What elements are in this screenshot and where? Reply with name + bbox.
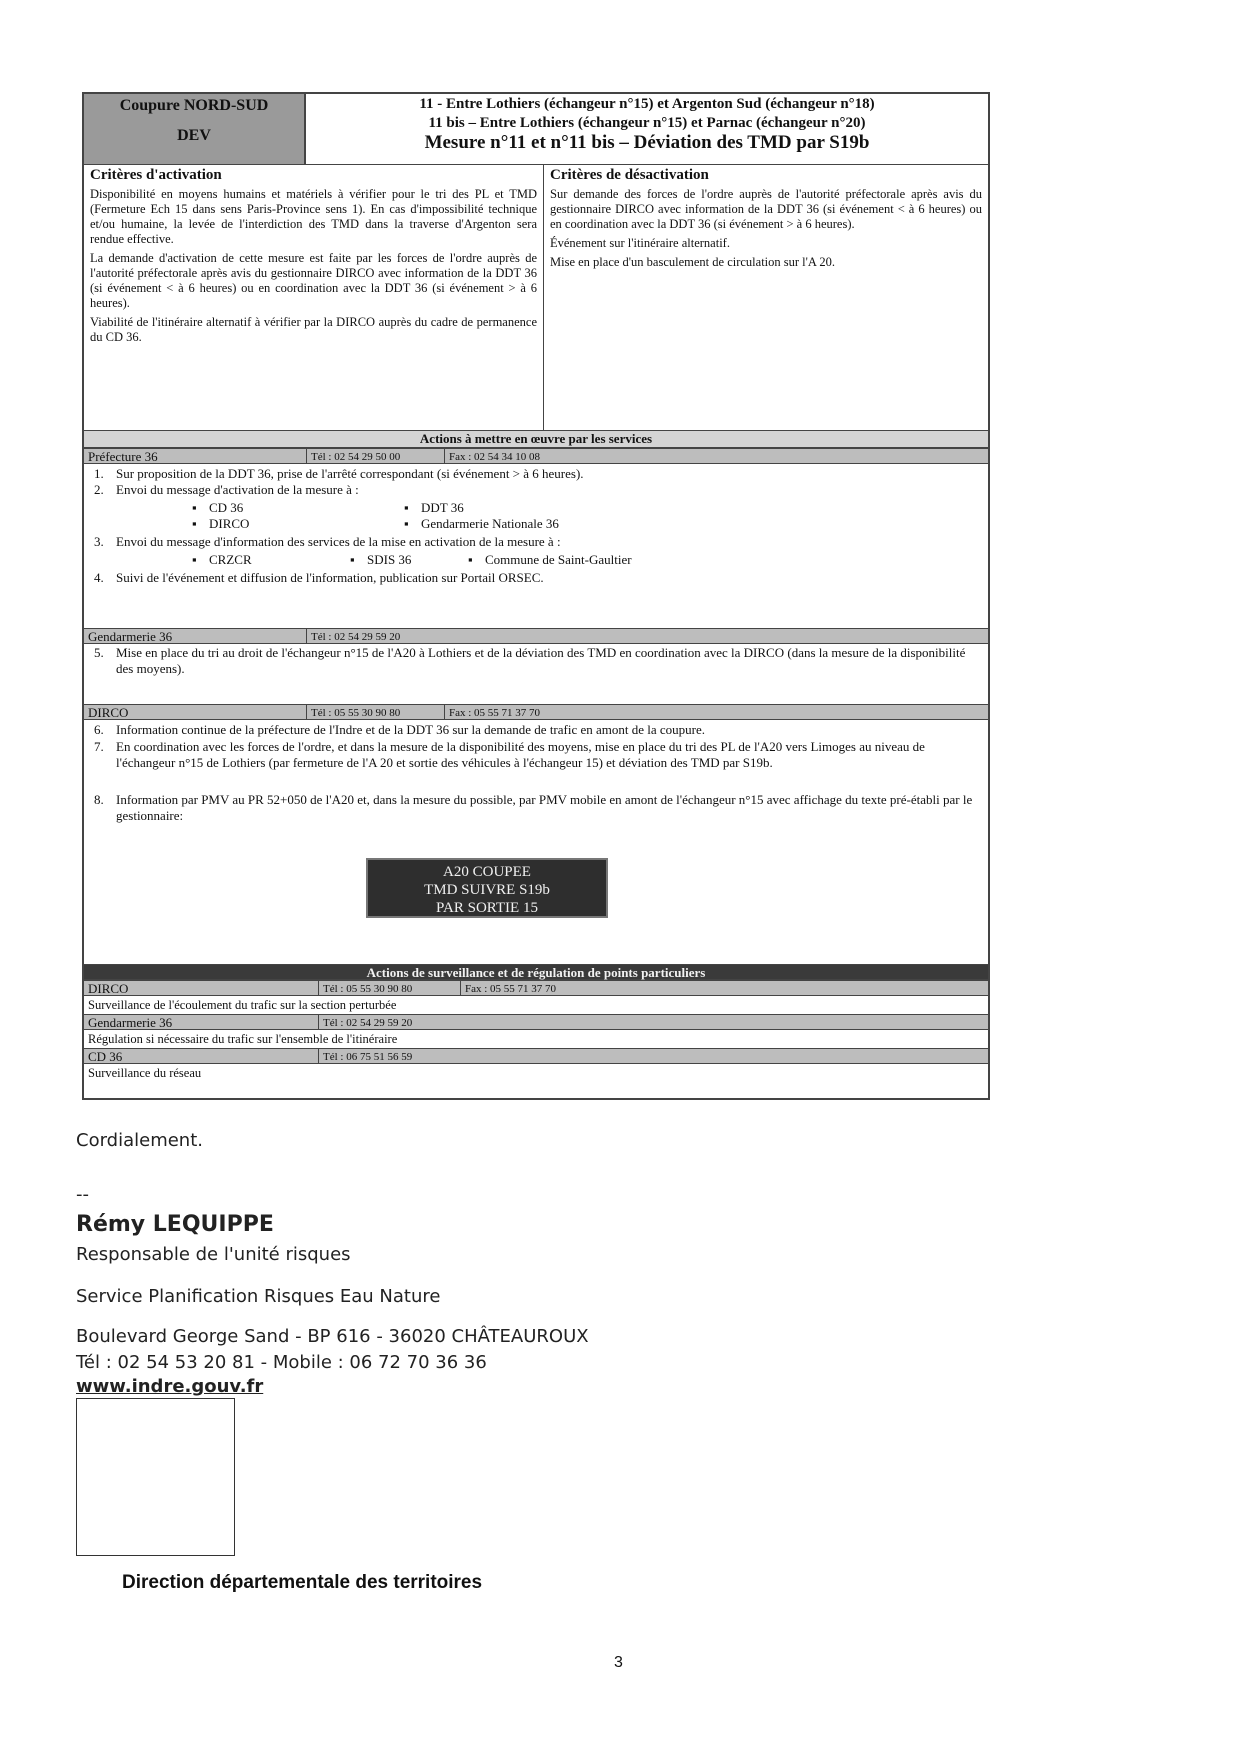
recipient-bullet: ▪ xyxy=(468,552,473,567)
header-dev-label: DEV xyxy=(177,127,211,144)
surveillance-cd-text: Surveillance du réseau xyxy=(88,1066,202,1080)
action-number: 5. xyxy=(94,645,104,660)
closing-text: Cordialement. xyxy=(76,1130,203,1151)
action-text: Envoi du message d'information des services de la mise en activation de la mesure à : xyxy=(116,534,561,549)
activation-criteria xyxy=(84,164,544,430)
action-text: Information par PMV au PR 52+050 de l'A20 et, dans la mesure du possible, par PMV mobile en amont de l'échangeur n°15 avec affichage du texte pré-établi par le gestionnaire: xyxy=(116,792,973,823)
recipient-item: CRZCR xyxy=(209,552,252,567)
header-cut-label: Coupure NORD-SUD xyxy=(119,97,269,114)
prefecture-fax: Fax : 02 54 34 10 08 xyxy=(444,449,599,463)
signatory-address: Boulevard George Sand - BP 616 - 36020 CHÂTEAUROUX xyxy=(76,1326,589,1347)
action-number: 2. xyxy=(94,482,104,497)
deactivation-paragraph: Mise en place d'un basculement de circulation sur l'A 20. xyxy=(550,255,835,269)
recipient-item: DIRCO xyxy=(209,516,250,531)
recipient-item: DDT 36 xyxy=(421,500,464,515)
surveillance-title: Actions de surveillance et de régulation de points particuliers xyxy=(366,965,706,980)
actions-title-bar xyxy=(84,430,988,448)
recipient-bullet: ▪ xyxy=(192,500,197,515)
recipient-bullet: ▪ xyxy=(192,516,197,531)
signatory-role: Responsable de l'unité risques xyxy=(76,1244,351,1265)
gendarmerie-name: Gendarmerie 36 xyxy=(88,629,173,644)
prefecture-tel: Tél : 02 54 29 50 00 xyxy=(306,449,445,463)
surveillance-dirco-tel: Tél : 05 55 30 90 80 xyxy=(318,981,461,995)
action-number: 3. xyxy=(94,534,104,549)
sign-line: A20 COUPEE xyxy=(443,864,531,880)
action-number: 4. xyxy=(94,570,104,585)
dirco-name: DIRCO xyxy=(88,705,129,720)
dirco-tel: Tél : 05 55 30 90 80 xyxy=(306,705,445,719)
activation-title: Critères d'activation xyxy=(90,167,222,183)
dirco-fax: Fax : 05 55 71 37 70 xyxy=(444,705,599,719)
surveillance-cd-bar xyxy=(84,1048,988,1064)
prefecture-bar xyxy=(84,448,988,464)
deactivation-criteria xyxy=(544,164,988,430)
action-number: 6. xyxy=(94,722,104,737)
action-number: 7. xyxy=(94,739,104,754)
header-left xyxy=(84,94,306,164)
surveillance-dirco-name: DIRCO xyxy=(88,981,129,996)
surveillance-dirco-fax: Fax : 05 55 71 37 70 xyxy=(460,981,599,995)
activation-paragraph: La demande d'activation de cette mesure est faite par les forces de l'ordre auprès de l'autorité préfectorale après avis du gestionnaire DIRCO avec information de la DDT 36 (si événement < à 6 heures) ou en coordination avec la DDT 36 (si événement > à 6 heures). xyxy=(90,251,537,310)
page-number: 3 xyxy=(614,1654,623,1671)
action-text: Sur proposition de la DDT 36, prise de l'arrêté correspondant (si événement > à 6 heures). xyxy=(116,466,584,481)
recipient-item: Commune de Saint-Gaultier xyxy=(485,552,632,567)
surveillance-gendarmerie-text: Régulation si nécessaire du trafic sur l'ensemble de l'itinéraire xyxy=(88,1032,398,1046)
action-text: Mise en place du tri au droit de l'échangeur n°15 de l'A20 à Lothiers et de la déviation des TMD en coordination avec la DIRCO (dans la mesure de la disponibilité des moyens). xyxy=(116,645,966,676)
surveillance-cd-name: CD 36 xyxy=(88,1049,123,1064)
deactivation-paragraph: Sur demande des forces de l'ordre auprès de l'autorité préfectorale après avis du gestionnaire DIRCO avec information de la DDT 36 (si événement < à 6 heures) ou en coordination avec la DDT 36 (si événement > à 6 heures). xyxy=(550,187,982,231)
signatory-phone: Tél : 02 54 53 20 81 - Mobile : 06 72 70 36 36 xyxy=(76,1352,487,1373)
header-measure-title: Mesure n°11 et n°11 bis – Déviation des TMD par S19b xyxy=(424,132,870,153)
sign-line: PAR SORTIE 15 xyxy=(436,900,538,916)
recipient-item: SDIS 36 xyxy=(367,552,412,567)
signatory-service: Service Planification Risques Eau Nature xyxy=(76,1286,441,1307)
surveillance-title-bar xyxy=(84,964,988,980)
signature-separator: -- xyxy=(76,1184,89,1205)
recipient-bullet: ▪ xyxy=(350,552,355,567)
action-number: 1. xyxy=(94,466,104,481)
logo-placeholder xyxy=(76,1398,235,1556)
surveillance-gendarmerie-bar xyxy=(84,1014,988,1030)
header-section-11bis: 11 bis – Entre Lothiers (échangeur n°15) et Parnac (échangeur n°20) xyxy=(428,115,866,131)
surveillance-dirco-text: Surveillance de l'écoulement du trafic sur la section perturbée xyxy=(88,998,397,1012)
recipient-item: CD 36 xyxy=(209,500,244,515)
action-text: Information continue de la préfecture de l'Indre et de la DDT 36 sur la demande de trafic en amont de la coupure. xyxy=(116,722,706,737)
header-right xyxy=(306,94,988,164)
recipient-bullet: ▪ xyxy=(192,552,197,567)
recipient-bullet: ▪ xyxy=(404,500,409,515)
activation-paragraph: Disponibilité en moyens humains et matériels à vérifier pour le tri des PL et TMD (Fermeture Ech 15 dans sens Paris-Province sens 1). En cas d'impossibilité technique et/ou humaine, la levée de l'interdiction des TMD dans la traverse d'Argenton sera rendue effective. xyxy=(90,187,537,246)
action-text: En coordination avec les forces de l'ordre, et dans la mesure de la disponibilité des moyens, mise en place du tri des PL de l'A20 vers Limoges au niveau de l'échangeur n°15 de Lothiers (par fermeture de l'A 20 et sortie des véhicules à l'échangeur 15) et déviation des TMD par S19b. xyxy=(116,739,925,770)
gendarmerie-bar xyxy=(84,628,988,644)
surveillance-gendarmerie-tel: Tél : 02 54 29 59 20 xyxy=(318,1015,461,1029)
department-name: Direction départementale des territoires xyxy=(122,1572,483,1593)
surveillance-gendarmerie-name: Gendarmerie 36 xyxy=(88,1015,173,1030)
signatory-name: Rémy LEQUIPPE xyxy=(76,1212,274,1237)
sign-line: TMD SUIVRE S19b xyxy=(424,882,550,898)
actions-title: Actions à mettre en œuvre par les services xyxy=(419,431,653,446)
deactivation-title: Critères de désactivation xyxy=(550,167,709,183)
recipient-item: Gendarmerie Nationale 36 xyxy=(421,516,559,531)
header-section-11: 11 - Entre Lothiers (échangeur n°15) et Argenton Sud (échangeur n°18) xyxy=(419,96,875,112)
recipient-bullet: ▪ xyxy=(404,516,409,531)
action-text: Suivi de l'événement et diffusion de l'information, publication sur Portail ORSEC. xyxy=(116,570,544,585)
deactivation-paragraph: Événement sur l'itinéraire alternatif. xyxy=(550,236,730,250)
action-text: Envoi du message d'activation de la mesure à : xyxy=(116,482,359,497)
website-link[interactable]: www.indre.gouv.fr xyxy=(76,1376,264,1397)
sheet-header xyxy=(84,94,988,164)
activation-paragraph: Viabilité de l'itinéraire alternatif à vérifier par la DIRCO auprès du cadre de permanence du CD 36. xyxy=(90,315,537,344)
surveillance-cd-tel: Tél : 06 75 51 56 59 xyxy=(318,1049,461,1063)
measure-sheet xyxy=(82,92,990,1100)
dirco-bar xyxy=(84,704,988,720)
action-number: 8. xyxy=(94,792,104,807)
gendarmerie-tel: Tél : 02 54 29 59 20 xyxy=(306,629,461,643)
surveillance-dirco-bar xyxy=(84,980,988,996)
prefecture-name: Préfecture 36 xyxy=(88,449,158,464)
pmv-message-sign xyxy=(366,858,608,918)
